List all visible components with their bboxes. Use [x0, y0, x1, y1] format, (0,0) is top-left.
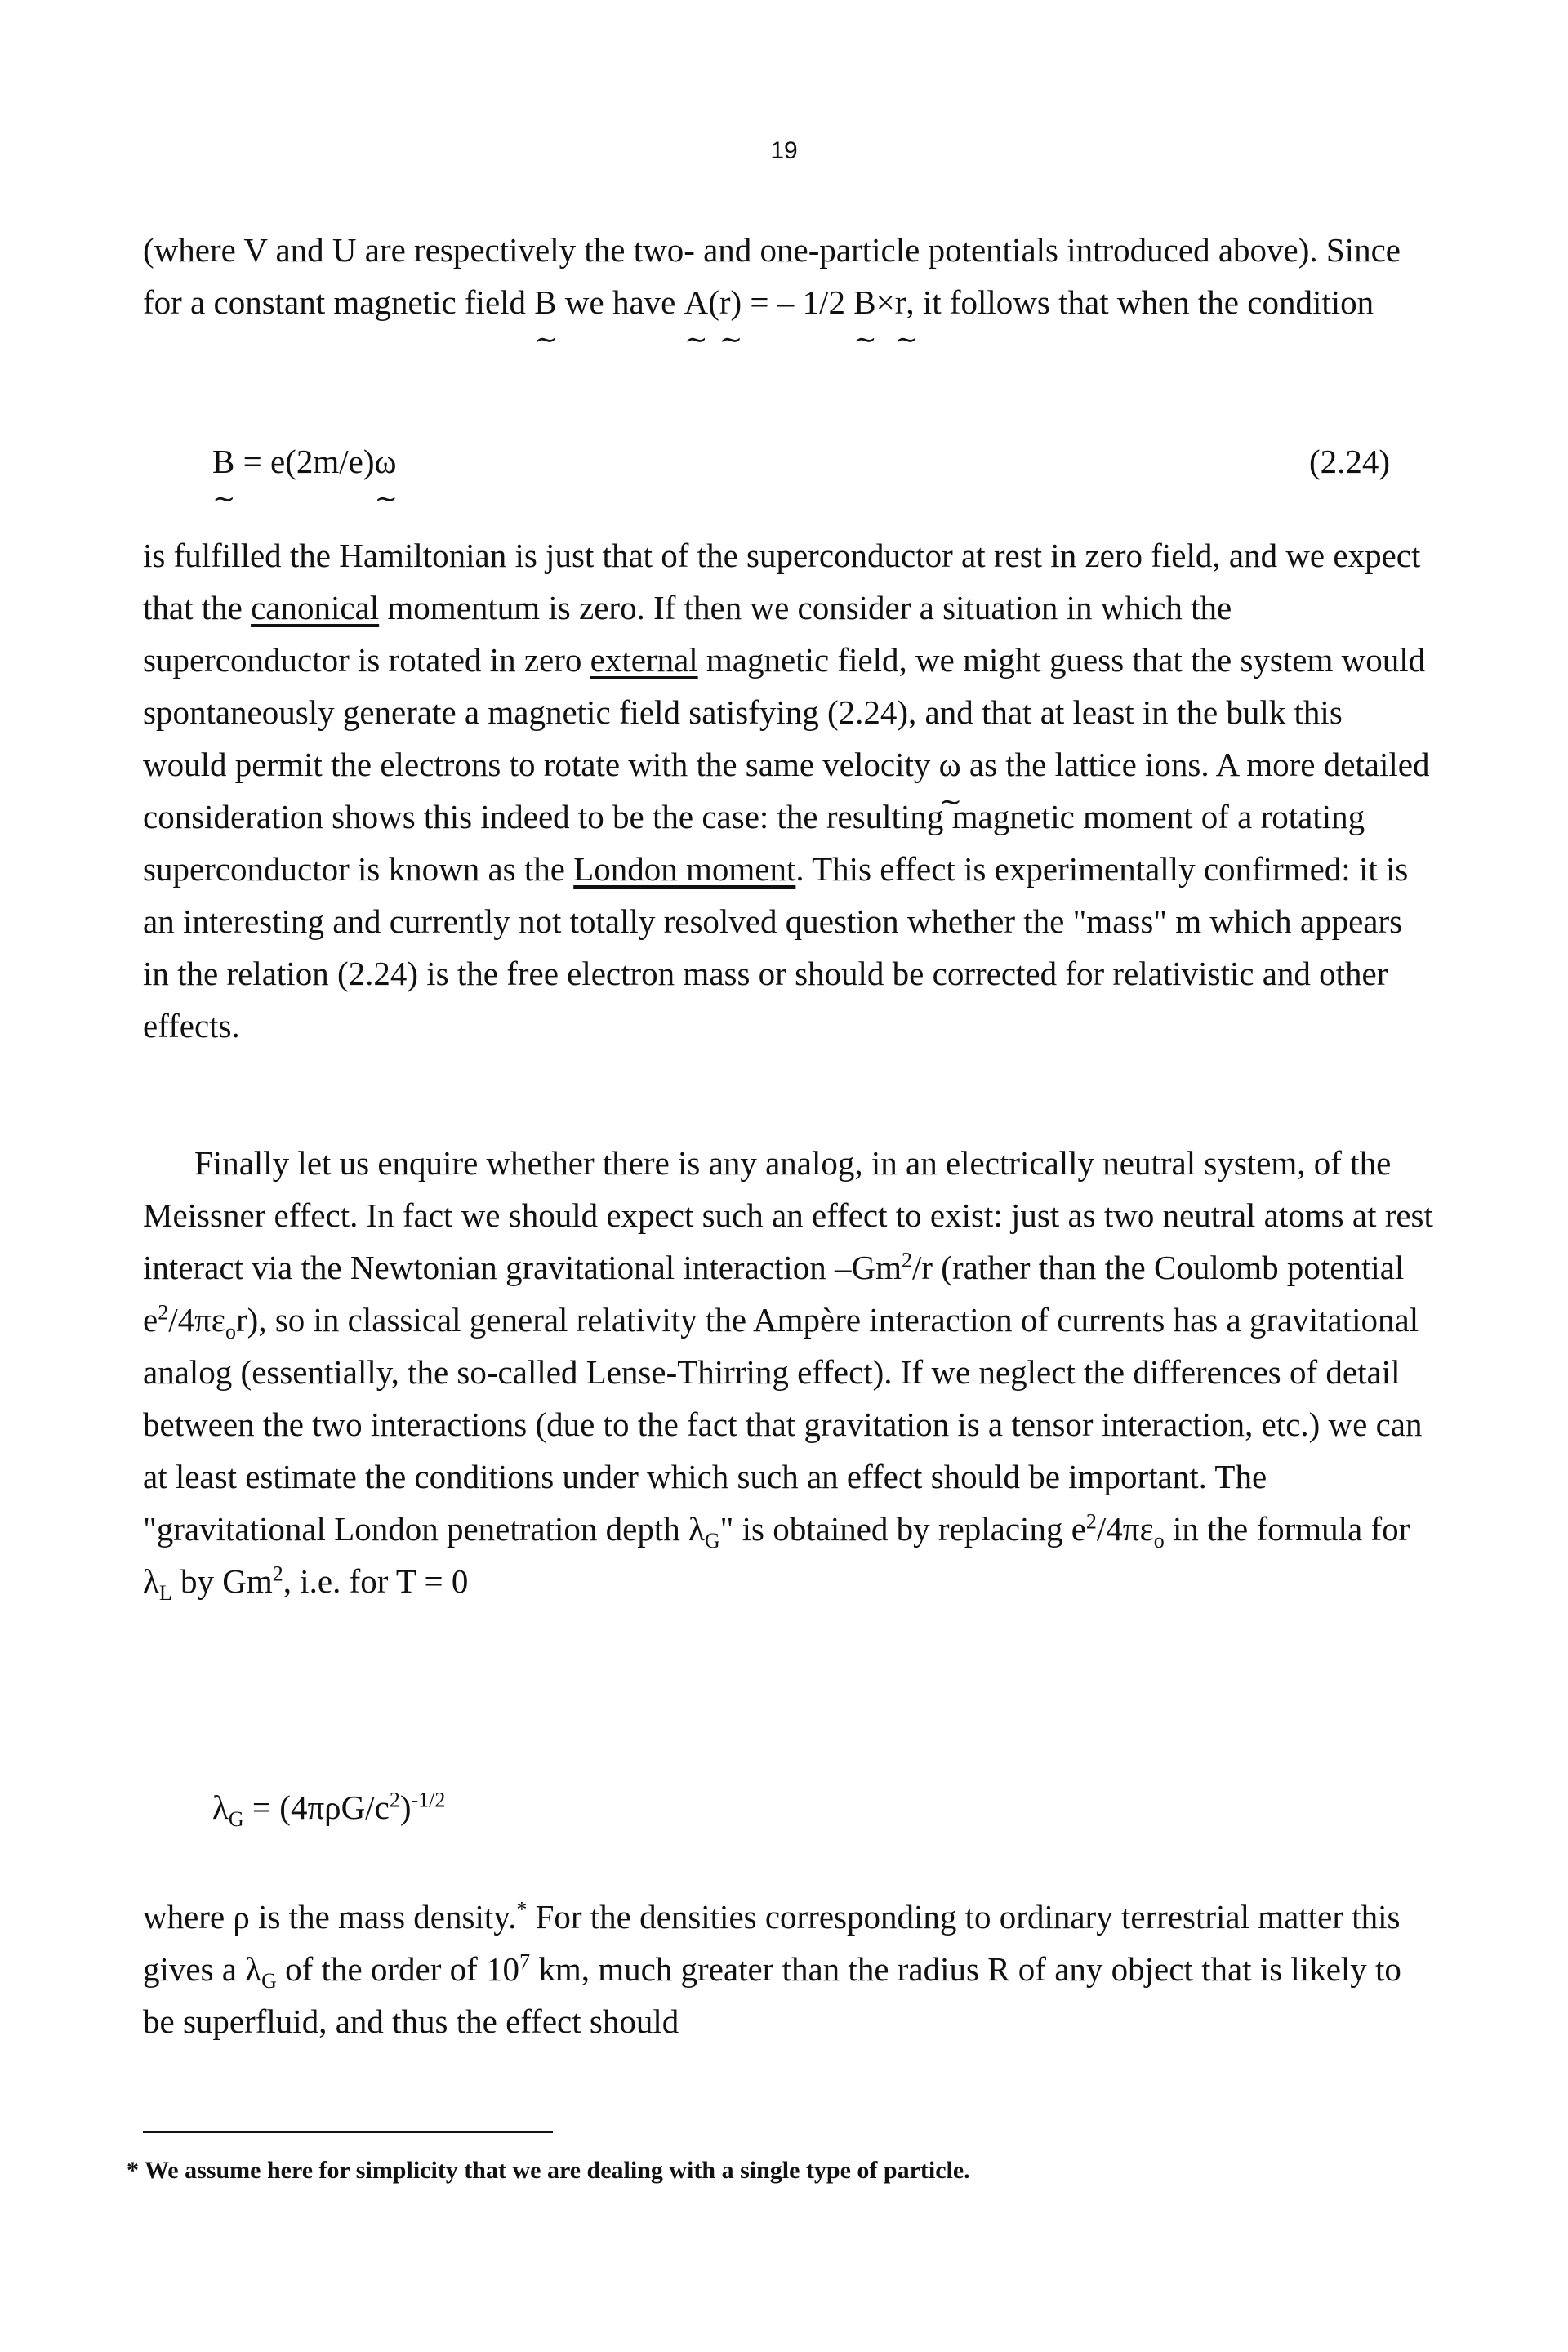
subscript: G [704, 1529, 720, 1553]
underlined-canonical: canonical [251, 589, 380, 626]
equation-2-24 [212, 435, 396, 488]
superscript: 2 [158, 1300, 169, 1325]
text: , i.e. for T = 0 [283, 1562, 469, 1600]
superscript: 2 [1085, 1509, 1097, 1534]
text: ( [708, 283, 719, 321]
footnote [127, 2154, 1433, 2187]
text: is fulfilled the Hamiltonian is just that of the superconductor at rest in zero field, and we expect that the [143, 537, 1421, 626]
equation-rhs: = (4πρG/c [243, 1788, 390, 1826]
times-sign: × [875, 283, 895, 321]
vector-B: B ∼ [853, 276, 875, 328]
vector-omega: ω ∼ [939, 738, 961, 791]
text: r), so in classical general relativity the Ampère interaction of currents has a gravitational analog (essentially, the so-called Lense-Thirring effect). If we neglect the differences of detail between the two interactions (due to the fact that gravitation is a tensor interaction, etc.) we can at least estimate the conditions under which such an effect should be important. The "gravitational London penetration depth λ [143, 1301, 1423, 1548]
equation-lhs: λ [212, 1788, 229, 1826]
text: . This effect is experimentally confirmed: it is an interesting and currently not totally resolved question whether the "mass" m which appears in the relation (2.24) is the free electron mass or should be corrected for relativistic and other effects. [143, 850, 1409, 1045]
text: magnetic field, we might guess that the system would spontaneously generate a magnetic field satisfying (2.24), and that at least in the bulk this would permit the electrons to rotate with the same velocity [143, 641, 1426, 783]
superscript: 2 [272, 1561, 283, 1586]
footnote-marker[interactable]: * [516, 1897, 528, 1922]
vector-B: B ∼ [212, 435, 234, 488]
underlined-external: external [590, 641, 698, 679]
text: by Gm [172, 1562, 273, 1600]
text: ) = – 1/2 [730, 283, 854, 321]
footnote-marker: * [127, 2157, 139, 2184]
vector-r: r ∼ [895, 276, 906, 328]
text: in the formula for λ [143, 1510, 1410, 1600]
footnote-text: We assume here for simplicity that we are dealing with a single type of particle. [139, 2157, 970, 2184]
text: For the densities corresponding to ordinary terrestrial matter this gives a λ [143, 1898, 1401, 1988]
equation-close: ) [399, 1788, 412, 1826]
subscript: G [261, 1969, 277, 1993]
text: we have [556, 283, 684, 321]
paragraph-london-moment [143, 529, 1433, 1052]
text: " is obtained by replacing e [719, 1510, 1086, 1548]
text: /4πε [1096, 1510, 1154, 1548]
subscript: G [228, 1807, 244, 1832]
vector-omega: ω ∼ [374, 435, 396, 488]
superscript: 7 [519, 1949, 531, 1974]
vector-B: B ∼ [534, 276, 556, 328]
text: km, much greater than the radius R of any object that is likely to be superfluid, and thus the effect should [143, 1950, 1401, 2040]
text: /r (rather than the Coulomb potential e [143, 1249, 1405, 1339]
text: /4πε [168, 1301, 226, 1339]
equation-number: (2.24) [1308, 443, 1390, 480]
superscript: -1/2 [411, 1788, 446, 1812]
footnote-divider [143, 2132, 553, 2133]
text: where ρ is the mass density. [143, 1898, 517, 1936]
subscript: o [225, 1320, 237, 1344]
superscript: 2 [389, 1788, 400, 1812]
subscript: o [1153, 1529, 1165, 1553]
paragraph-intro [143, 224, 1433, 328]
text: , it follows that when the condition [906, 283, 1374, 321]
equation-lambda-g [212, 1781, 445, 1833]
vector-r: r ∼ [719, 276, 731, 328]
paragraph-densities [143, 1891, 1433, 2047]
text: (where V and U are respectively the two- and one-particle potentials introduced above). Since for a constant magnetic field [143, 231, 1401, 321]
underlined-london-moment: London moment [573, 850, 796, 888]
paragraph-gravitational-analog [143, 1137, 1433, 1607]
page-number: 19 [770, 137, 798, 164]
equation-rhs: = e(2m/e) [234, 443, 375, 480]
text: as the lattice ions. A more detailed consideration shows this indeed to be the case: the resulting magnetic moment of a rotating superconductor is known as the [143, 746, 1430, 888]
vector-A: A ∼ [684, 276, 709, 328]
superscript: 2 [902, 1248, 913, 1272]
text: momentum is zero. If then we consider a situation in which the superconductor is rotated in zero [143, 589, 1232, 679]
subscript: L [158, 1581, 172, 1606]
text: Finally let us enquire whether there is any analog, in an electrically neutral system, of the Meissner effect. In fact we should expect such an effect to exist: just as two neutral atoms at rest interact via the Newtonian gravitational interaction –Gm [143, 1144, 1433, 1286]
text: of the order of 10 [276, 1950, 520, 1988]
